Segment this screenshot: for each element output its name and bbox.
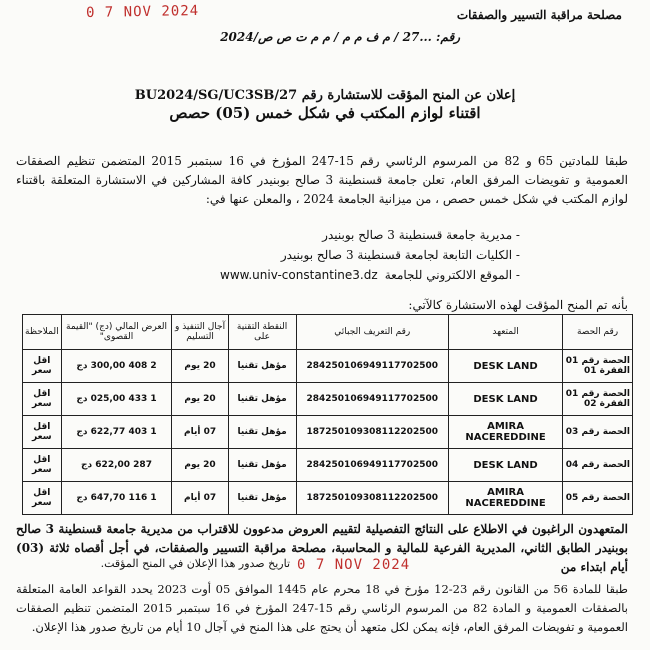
tech-score-cell: مؤهل تقنيا [228,449,296,482]
nif-cell: 284250106949117702500 [296,383,449,416]
col-tech: النقطة التقنية على [228,315,296,350]
supplier-cell: DESK LAND [449,350,563,383]
col-lot: رقم الحصة [563,315,633,350]
offer-cell: 1 433 025,00 دج [61,383,172,416]
note-cell: اقل سعر [23,350,62,383]
offer-cell: 2 408 300,00 دج [61,350,172,383]
table-row [23,416,633,449]
note-cell: اقل سعر [23,482,62,515]
date-stamp-mid: 0 7 NOV 2024 [297,557,411,573]
lot-cell: الحصة رقم 04 [563,449,633,482]
supplier-cell: DESK LAND [449,449,563,482]
results-paragraph: المتعهدون الراغبون في الاطلاع على النتائج التفصيلية لتقييم العروض مدعوون للاقتراب من مديرية جامعة قسنطينة 3 صالح بوبنيدر الطابق الثاني، المديرية الفرعية للمالية و المحاسبة، مصلحة مراقبة التسيير والصفقات، في أجل أقصاه ثلاثة (03) أيام ابتداء من [16,522,628,574]
nif-cell: 284250106949117702500 [296,449,449,482]
delay-cell: 20 يوم [172,383,228,416]
announcement-subject: إعلان عن المنح المؤقت للاستشارة رقم BU2024/SG/UC3SB/27 [134,88,516,103]
date-stamp-top: 0 7 NOV 2024 [85,3,200,21]
offer-cell: 287 622,00 دج [61,449,172,482]
bullet-item: - الكليات التابعة لجامعة قسنطينة 3 صالح بوبنيدر [280,248,520,262]
lot-cell: الحصة رقم 05 [563,482,633,515]
supplier-cell: AMIRA NACEREDDINE [449,416,563,449]
bullet-item: - الموقع الالكتروني للجامعة [384,268,520,282]
tech-score-cell: مؤهل تقنيا [228,482,296,515]
service-header: مصلحة مراقبة التسيير والصفقات [456,8,622,22]
table-row [23,383,633,416]
offer-cell: 1 403 622,77 دج [61,416,172,449]
nif-cell: 284250106949117702500 [296,350,449,383]
note-cell: اقل سعر [23,449,62,482]
tech-score-cell: مؤهل تقنيا [228,383,296,416]
award-table [22,314,633,515]
nif-cell: 187250109308112202500 [296,416,449,449]
lot-cell: الحصة رقم 01 الفقرة 02 [563,383,633,416]
col-nif: رقم التعريف الجبائي [296,315,449,350]
lot-cell: الحصة رقم 01 الفقرة 01 [563,350,633,383]
bullet-item: - مديرية جامعة قسنطينة 3 صالح بوبنيدر [322,228,520,242]
table-row [23,449,633,482]
table-header-row [23,315,633,350]
offer-cell: 1 116 647,70 دج [61,482,172,515]
announcement-title: اقتناء لوازم المكتب في شكل خمس (05) حصص [169,104,481,122]
results-paragraph-end: تاريخ صدور هذا الإعلان في المنح المؤقت. [100,557,290,570]
col-supplier: المتعهد [449,315,563,350]
appeal-paragraph: طبقا للمادة 56 من القانون رقم 23-12 مؤرخ في 18 محرم عام 1445 الموافق 05 أوت 2023 يحدد القواعد العامة المتعلقة بالصفقات العمومية و المادة 82 من المرسوم الرئاسي رقم 15-247 المؤرخ في 16 سبتمبر 2015 المتضمن تنظيم الصفقات العمومية و تفويضات المرفق العام، فإنه يمكن لكل متعهد أن يحتج على هذا المنح في آجال 10 أيام من تاريخ صدور هذا الإعلان. [16,582,628,634]
lot-cell: الحصة رقم 03 [563,416,633,449]
note-cell: اقل سعر [23,416,62,449]
tech-score-cell: مؤهل تقنيا [228,416,296,449]
col-delay: آجال التنفيذ و التسليم [172,315,228,350]
award-intro: بأنه تم المنح المؤقت لهذه الاستشارة كالآتي: [408,298,628,312]
supplier-cell: DESK LAND [449,383,563,416]
intro-paragraph: طبقا للمادتين 65 و 82 من المرسوم الرئاسي رقم 15-247 المؤرخ في 16 سبتمبر 2015 المتضمن تنظيم الصفقات العمومية و تفويضات المرفق العام، تعلن جامعة قسنطينة 3 صالح بوبنيدر كافة المشاركين في الاستشارة المتعلقة باقتناء لوازم المكتب في شكل خمس حصص ، من ميزانية الجامعة 2024 ، والمعلن عنها في: [16,154,628,206]
delay-cell: 07 أيام [172,416,228,449]
table-row [23,482,633,515]
note-cell: اقل سعر [23,383,62,416]
table-row [23,350,633,383]
supplier-cell: AMIRA NACEREDDINE [449,482,563,515]
delay-cell: 07 أيام [172,482,228,515]
col-offer: العرض المالي (دج) "القيمة القصوى" [61,315,172,350]
nif-cell: 187250109308112202500 [296,482,449,515]
reference-number: رقم: ...27 / م ف م م / م م ت ص ص/2024 [220,30,460,44]
website-link[interactable]: www.univ-constantine3.dz [220,268,378,282]
col-note: الملاحظة [23,315,62,350]
tech-score-cell: مؤهل تقنيا [228,350,296,383]
delay-cell: 20 يوم [172,350,228,383]
delay-cell: 20 يوم [172,449,228,482]
